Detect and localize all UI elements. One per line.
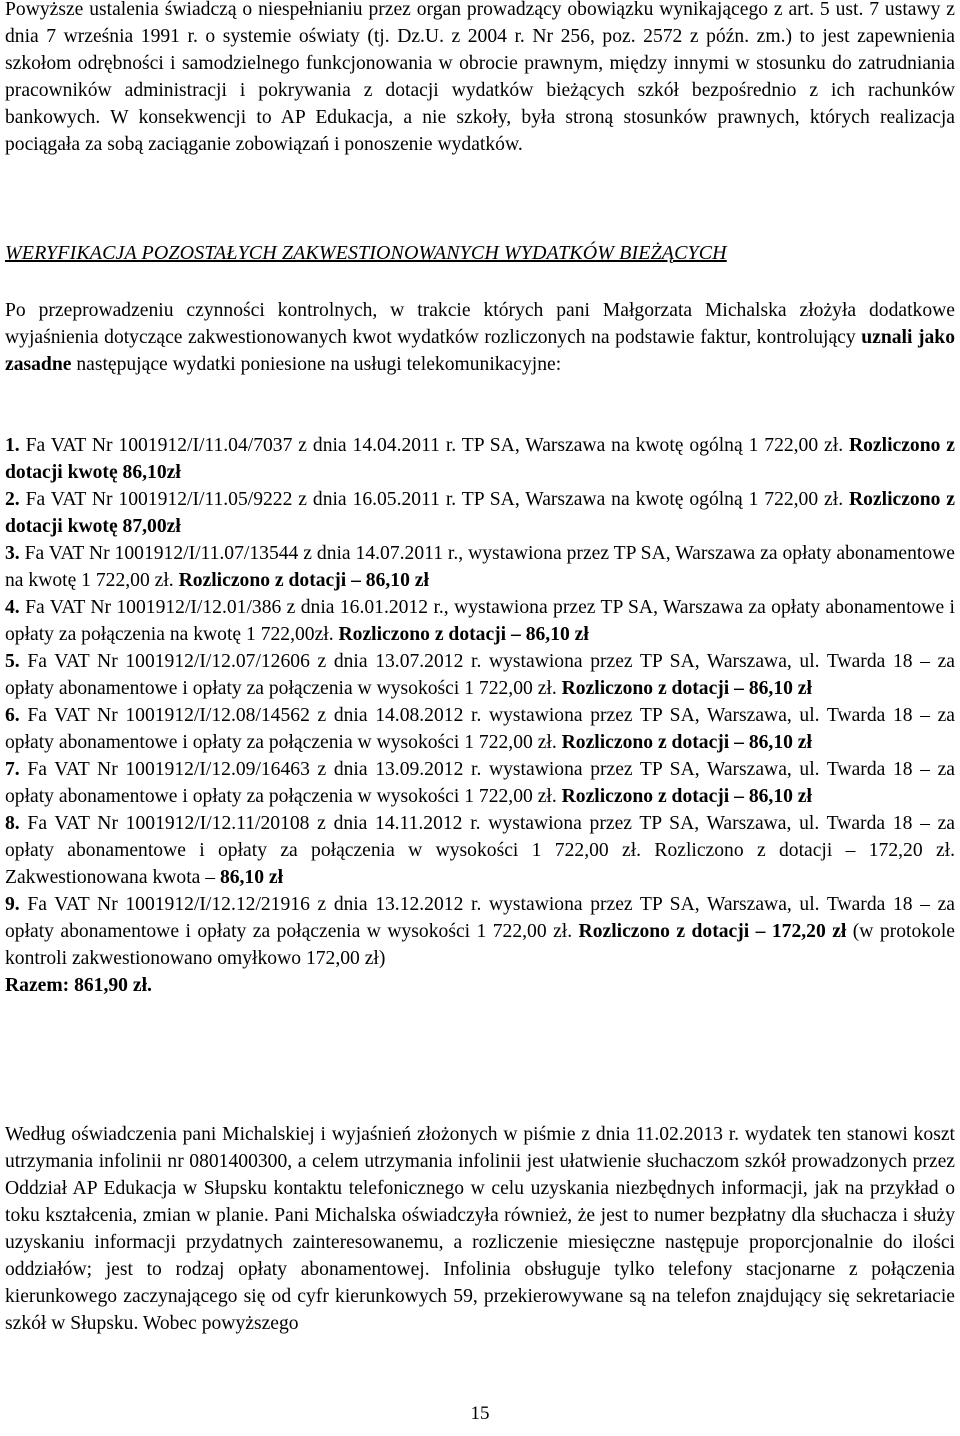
invoice-number: 2. xyxy=(5,489,20,510)
invoice-item xyxy=(5,594,955,648)
invoice-number: 3. xyxy=(5,543,20,564)
invoice-number: 4. xyxy=(5,597,20,618)
invoice-item xyxy=(5,486,955,540)
invoice-text: Fa VAT Nr 1001912/I/11.05/9222 z dnia 16.05.2011 r. TP SA, Warszawa na kwotę ogólną 1 722,00 zł. xyxy=(19,489,849,510)
page-number: 15 xyxy=(470,1403,490,1424)
invoice-number: 7. xyxy=(5,759,20,780)
invoice-item xyxy=(5,432,955,486)
invoice-text: Fa VAT Nr 1001912/I/12.12/21916 z dnia 13.12.2012 r. wystawiona przez TP SA, Warszawa, ul. Twarda 18 – za opłaty abonamentowe i opłaty za połączenia w wysokości 1 722,00 zł. xyxy=(5,894,955,942)
invoice-text: Fa VAT Nr 1001912/I/11.04/7037 z dnia 14.04.2011 r. TP SA, Warszawa na kwotę ogólną 1 722,00 zł. xyxy=(19,435,849,456)
invoice-number: 6. xyxy=(5,705,20,726)
section-heading: WERYFIKACJA POZOSTAŁYCH ZAKWESTIONOWANYCH WYDATKÓW BIEŻĄCYCH xyxy=(5,242,727,264)
verification-text-after: następujące wydatki poniesione na usługi telekomunikacyjne: xyxy=(71,354,562,375)
invoice-item xyxy=(5,756,955,810)
invoice-text: Fa VAT Nr 1001912/I/12.11/20108 z dnia 14.11.2012 r. wystawiona przez TP SA, Warszawa, ul. Twarda 18 – za opłaty abonamentowe i opłaty za połączenia w wysokości 1 722,00 zł. Rozliczono z dotacji – 172,20 zł. Zakwestionowana kwota – xyxy=(5,813,955,888)
verification-paragraph xyxy=(5,297,955,378)
invoice-total xyxy=(5,972,955,999)
invoice-item xyxy=(5,810,955,891)
invoice-total-text: Razem: 861,90 zł. xyxy=(5,975,152,996)
invoice-settled: Rozliczono z dotacji – 86,10 zł xyxy=(561,732,812,753)
invoice-settled: Rozliczono z dotacji – 86,10 zł xyxy=(561,678,812,699)
invoice-list xyxy=(5,432,955,999)
verification-text-before: Po przeprowadzeniu czynności kontrolnych, w trakcie których pani Małgorzata Michalska złożyła dodatkowe wyjaśnienia dotyczące zakwestionowanych kwot wydatków rozliczonych na podstawie faktur, kontrolujący xyxy=(5,300,955,348)
invoice-settled: Rozliczono z dotacji – 86,10 zł xyxy=(338,624,589,645)
invoice-number: 1. xyxy=(5,435,20,456)
invoice-settled: Rozliczono z dotacji – 172,20 zł xyxy=(578,921,847,942)
invoice-text: Fa VAT Nr 1001912/I/12.08/14562 z dnia 14.08.2012 r. wystawiona przez TP SA, Warszawa, ul. Twarda 18 – za opłaty abonamentowe i opłaty za połączenia w wysokości 1 722,00 zł. xyxy=(5,705,955,753)
statement-paragraph: Według oświadczenia pani Michalskiej i wyjaśnień złożonych w piśmie z dnia 11.02.2013 r. wydatek ten stanowi koszt utrzymania infolinii nr 0801400300, a celem utrzymania infolinii jest ułatwienie słuchaczom szkół prowadzonych przez Oddział AP Edukacja w Słupsku kontaktu telefonicznego w celu uzyskania niezbędnych informacji, jak na przykład o toku kształcenia, zmian w planie. Pani Michalska oświadczyła również, że jest to numer bezpłatny dla słuchacza i służy uzyskaniu informacji przydatnych zainteresowanemu, a rozliczenie miesięczne następuje proporcjonalnie do ilości oddziałów; jest to rodzaj opłaty abonamentowej. Infolinia obsługuje tylko telefony stacjonarne z połączenia kierunkowego zaczynającego się od cyfr kierunkowych 59, przekierowywane są na telefon znajdujący się sekretariacie szkół w Słupsku. Wobec powyższego xyxy=(5,1124,955,1334)
invoice-text: Fa VAT Nr 1001912/I/11.07/13544 z dnia 14.07.2011 r., wystawiona przez TP SA, Warszawa za opłaty abonamentowe na kwotę 1 722,00 zł. xyxy=(5,543,955,591)
invoice-settled: Rozliczono z dotacji – 86,10 zł xyxy=(561,786,812,807)
invoice-text: Fa VAT Nr 1001912/I/12.09/16463 z dnia 13.09.2012 r. wystawiona przez TP SA, Warszawa, ul. Twarda 18 – za opłaty abonamentowe i opłaty za połączenia w wysokości 1 722,00 zł. xyxy=(5,759,955,807)
invoice-text: Fa VAT Nr 1001912/I/12.07/12606 z dnia 13.07.2012 r. wystawiona przez TP SA, Warszawa, ul. Twarda 18 – za opłaty abonamentowe i opłaty za połączenia w wysokości 1 722,00 zł. xyxy=(5,651,955,699)
invoice-settled: Rozliczono z dotacji – 86,10 zł xyxy=(178,570,429,591)
invoice-settled: Rozliczono z dotacji kwotę 86,10zł xyxy=(5,435,955,483)
invoice-text: Fa VAT Nr 1001912/I/12.01/386 z dnia 16.01.2012 r., wystawiona przez TP SA, Warszawa za opłaty abonamentowe i opłaty za połączenia na kwotę 1 722,00zł. xyxy=(5,597,955,645)
invoice-settled: Rozliczono z dotacji kwotę 87,00zł xyxy=(5,489,955,537)
invoice-number: 5. xyxy=(5,651,20,672)
invoice-item xyxy=(5,648,955,702)
invoice-number: 8. xyxy=(5,813,20,834)
verification-text-bold: uznali jako zasadne xyxy=(5,327,955,375)
invoice-number: 9. xyxy=(5,894,20,915)
invoice-item xyxy=(5,702,955,756)
invoice-item xyxy=(5,891,955,972)
intro-paragraph: Powyższe ustalenia świadczą o niespełnianiu przez organ prowadzący obowiązku wynikającego z art. 5 ust. 7 ustawy z dnia 7 września 1991 r. o systemie oświaty (tj. Dz.U. z 2004 r. Nr 256, poz. 2572 z późn. zm.) to jest zapewnienia szkołom odrębności i samodzielnego funkcjonowania w obrocie prawnym, między innymi w stosunku do zatrudniania pracowników administracji i pokrywania z dotacji wydatków bieżących szkół bezpośrednio z ich rachunków bankowych. W konsekwencji to AP Edukacja, a nie szkoły, była stroną stosunków prawnych, których realizacja pociągała za sobą zaciąganie zobowiązań i ponoszenie wydatków. xyxy=(5,0,955,155)
invoice-item xyxy=(5,540,955,594)
invoice-tail: (w protokole kontroli zakwestionowano omyłkowo 172,00 zł) xyxy=(5,921,955,969)
invoice-settled: 86,10 zł xyxy=(219,867,284,888)
